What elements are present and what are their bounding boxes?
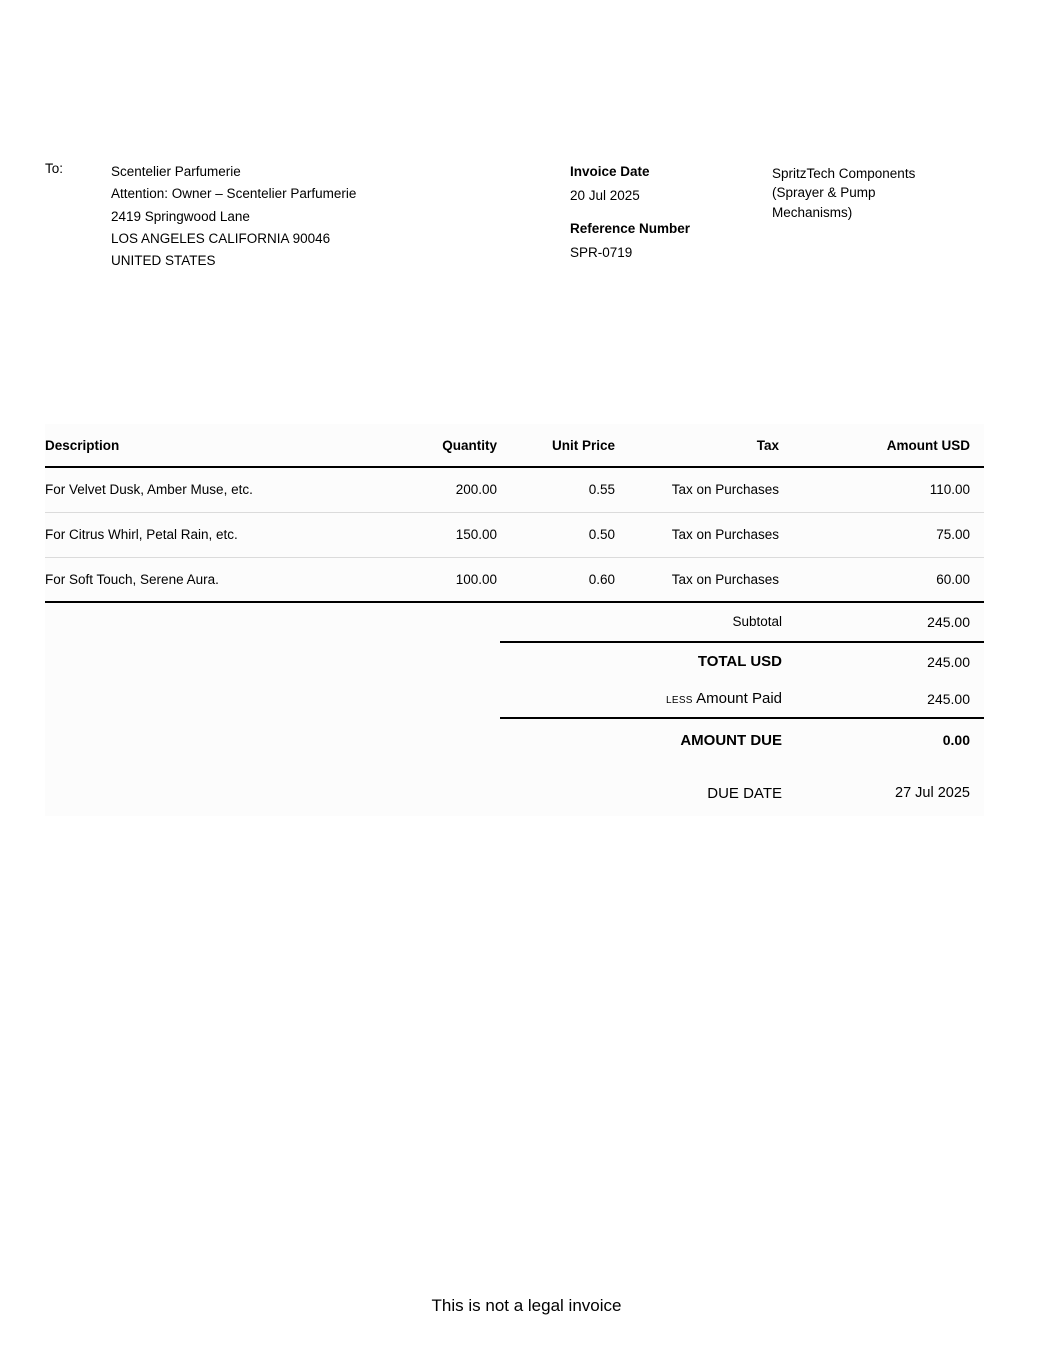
header-tax: Tax [615, 424, 779, 467]
line-item-row [45, 467, 984, 512]
line-item-tax: Tax on Purchases [615, 467, 779, 512]
header-amount-usd: Amount USD [779, 424, 984, 467]
line-items-section [45, 424, 984, 816]
subtotal-value: 245.00 [927, 613, 970, 630]
line-item-quantity: 200.00 [370, 467, 497, 512]
recipient-name: Scentelier Parfumerie [111, 164, 241, 179]
totals-section [500, 602, 984, 813]
amount-due-value: 0.00 [942, 732, 970, 748]
due-date-label: DUE DATE [707, 784, 782, 802]
total-value: 245.00 [927, 653, 970, 670]
recipient-attention: Attention: Owner – Scentelier Parfumerie [111, 186, 357, 202]
line-item-amount: 110.00 [779, 467, 984, 512]
amount-paid-label [500, 690, 782, 707]
amount-due-label: AMOUNT DUE [680, 731, 782, 749]
line-item-unit-price: 0.60 [497, 557, 615, 602]
total-label: TOTAL USD [697, 653, 782, 670]
due-date-value: 27 Jul 2025 [895, 785, 970, 801]
line-item-description: For Soft Touch, Serene Aura. [45, 557, 370, 602]
line-item-quantity: 100.00 [370, 557, 497, 602]
recipient-city: LOS ANGELES CALIFORNIA 90046 [111, 230, 331, 246]
recipient-street: 2419 Springwood Lane [111, 208, 250, 224]
invoice-date-value: 20 Jul 2025 [570, 188, 640, 203]
legal-disclaimer: This is not a legal invoice [431, 1296, 622, 1315]
line-item-amount: 60.00 [779, 557, 984, 602]
header-quantity: Quantity [370, 424, 497, 467]
amount-paid-value: 245.00 [927, 690, 970, 707]
line-item-quantity: 150.00 [370, 512, 497, 557]
total-and-paid-group [500, 643, 984, 719]
amount-paid-row [500, 680, 984, 717]
table-header-row [45, 424, 984, 467]
header-unit-price: Unit Price [497, 424, 615, 467]
sender-company-name: SpritzTech Components (Sprayer & Pump Mechanisms) [772, 166, 916, 220]
amount-due-row [500, 719, 984, 761]
line-item-unit-price: 0.50 [497, 512, 615, 557]
line-items-table [45, 424, 984, 603]
to-label: To: [45, 161, 64, 176]
line-item-description: For Velvet Dusk, Amber Muse, etc. [45, 467, 370, 512]
line-item-tax: Tax on Purchases [615, 512, 779, 557]
line-item-row [45, 512, 984, 557]
less-prefix: LESS [665, 695, 693, 706]
subtotal-label: Subtotal [732, 614, 782, 629]
recipient-country: UNITED STATES [111, 253, 216, 269]
subtotal-row [500, 602, 984, 643]
line-item-unit-price: 0.55 [497, 467, 615, 512]
reference-number-label: Reference Number [570, 221, 691, 236]
line-item-description: For Citrus Whirl, Petal Rain, etc. [45, 512, 370, 557]
line-item-tax: Tax on Purchases [615, 557, 779, 602]
total-row [500, 643, 984, 680]
due-date-row [500, 773, 984, 813]
line-item-amount: 75.00 [779, 512, 984, 557]
header-description: Description [45, 424, 370, 467]
line-item-row [45, 557, 984, 602]
amount-paid-text: Amount Paid [696, 690, 782, 707]
invoice-date-label: Invoice Date [570, 164, 650, 179]
reference-number-value: SPR-0719 [570, 245, 633, 260]
recipient-address-block [111, 161, 356, 272]
